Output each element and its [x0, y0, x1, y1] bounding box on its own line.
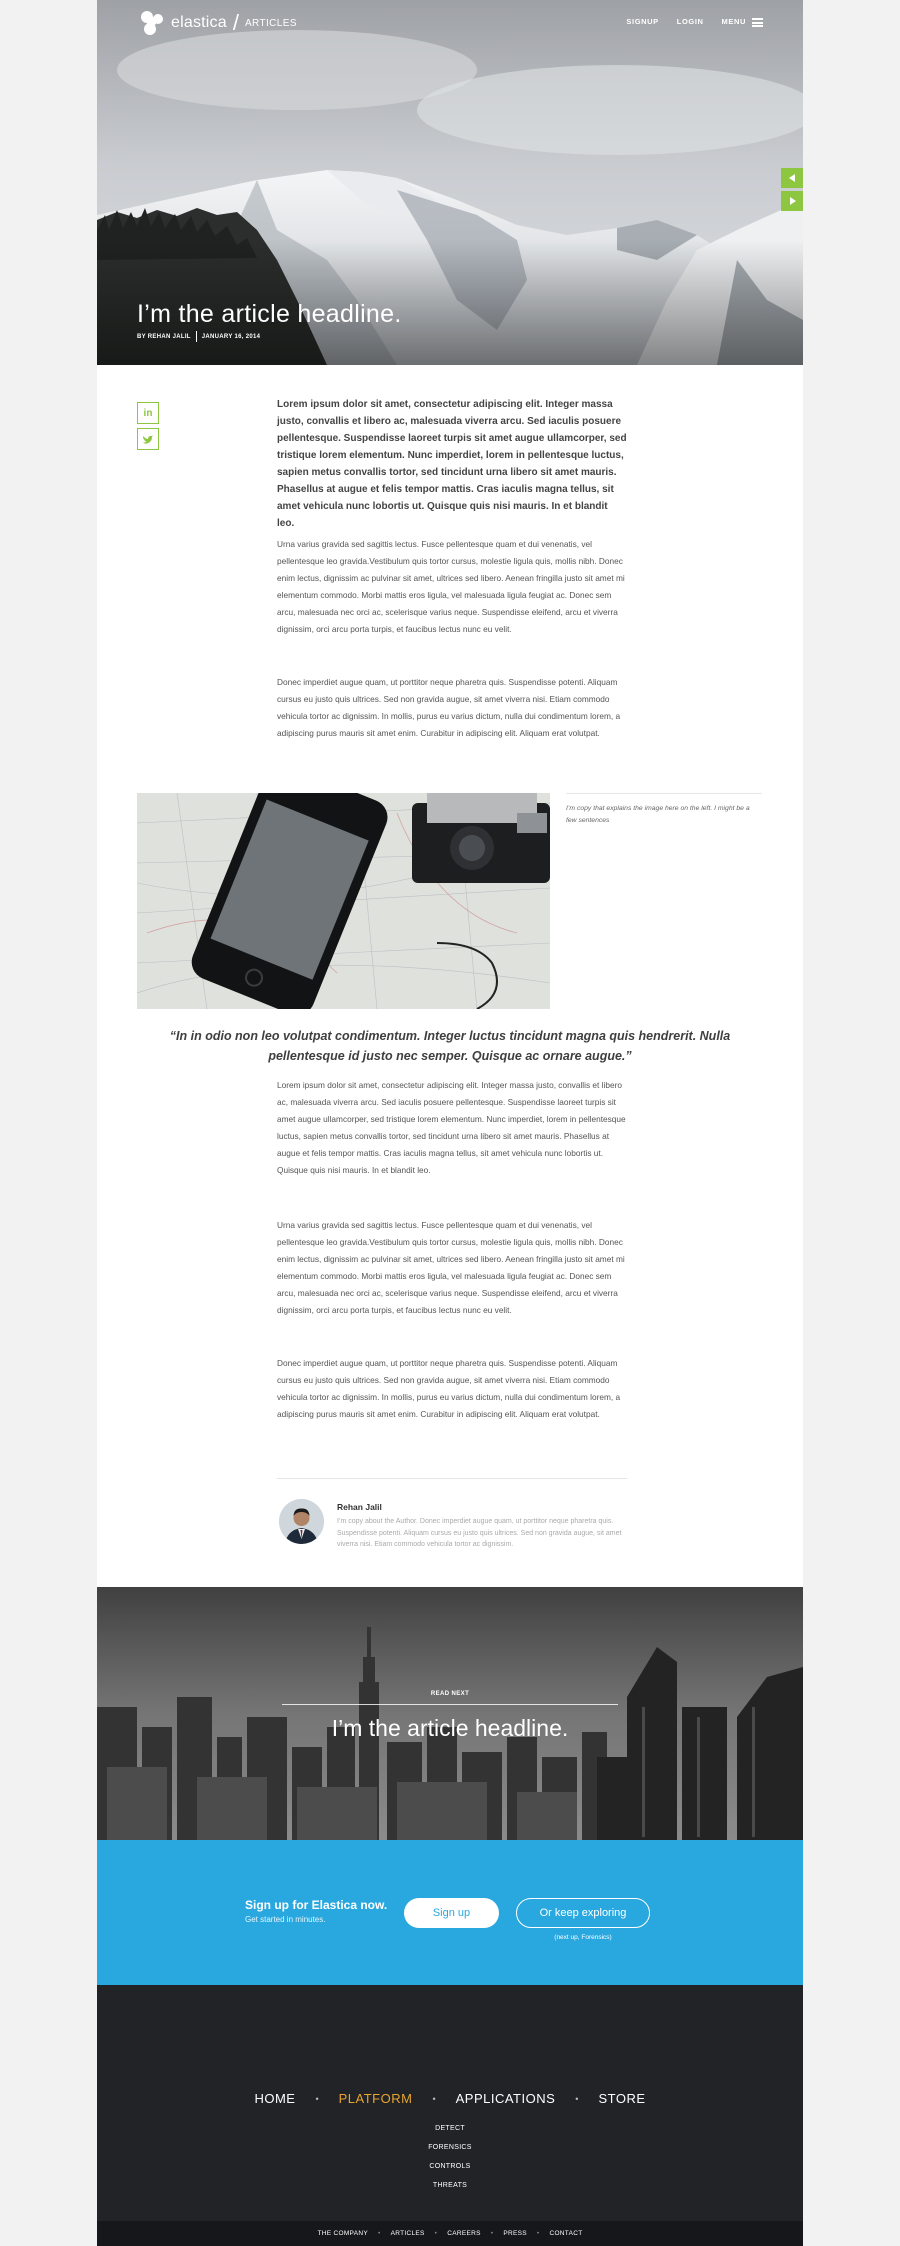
- article-lead: Lorem ipsum dolor sit amet, consectetur adipiscing elit. Integer massa justo, convallis et libero ac, malesuada viverra arcu. Sed iaculis posuere pellentesque. Suspendisse laoreet turpis sit amet augue ullamcorper, sed tristique lorem elementum. Nunc imperdiet, lorem in pellentesque luctus, sapien metus convallis tortor, sed tincidunt urna libero sit amet mauris. Phasellus at augue et felis tempor mattis. Cras iaculis magna tellus, sit amet vehicula nunc lobortis ut. Quisque quis nisi mauris. In et blandit leo.: [277, 399, 627, 529]
- top-bar: [97, 0, 803, 50]
- link-separator: •: [377, 2230, 381, 2237]
- footer-nav-platform[interactable]: PLATFORM: [338, 2091, 413, 2106]
- signup-link[interactable]: SIGNUP: [626, 17, 659, 27]
- article-paragraph: Urna varius gravida sed sagittis lectus. Fusce pellentesque quam et dui venenatis, vel pellentesque leo gravida.Vestibulum quis tortor cursus, molestie ligula quis, mollis nibh. Donec enim lectus, dignissim ac pulvinar sit amet, ultrices sed libero. Aenean fringilla justo sit amet mi elementum commodo. Morbi mattis eros ligula, vel malesuada ligula feugiat ac. Donec sem arcu, malesuada nec orci ac, scelerisque varius neque. Suspendisse eleifend, arcu et viverra dignissim, orci arcu porta turpis, et faucibus lectus nunc eu velit.: [277, 539, 625, 634]
- bottom-link-company[interactable]: THE COMPANY: [317, 2230, 368, 2237]
- author-photo: [279, 1499, 324, 1544]
- footer-subnav-controls[interactable]: CONTROLS: [429, 2163, 471, 2170]
- article-paragraph: Urna varius gravida sed sagittis lectus. Fusce pellentesque quam et dui venenatis, vel pellentesque leo gravida.Vestibulum quis tortor cursus, molestie ligula quis, mollis nibh. Donec enim lectus, dignissim ac pulvinar sit amet, ultrices sed libero. Aenean fringilla justo sit amet mi elementum commodo. Morbi mattis eros ligula, vel malesuada ligula feugiat ac. Donec sem arcu, malesuada nec orci ac, scelerisque varius neque. Suspendisse eleifend, arcu et viverra dignissim, orci arcu porta turpis, et faucibus lectus nunc eu velit.: [277, 1220, 625, 1315]
- nav-separator: •: [432, 2093, 436, 2104]
- footer: [97, 1985, 803, 2221]
- next-up-hint: (next up, Forensics): [554, 1934, 612, 1941]
- footer-subnav: [97, 2119, 803, 2195]
- read-next-label: READ NEXT: [430, 1691, 470, 1697]
- read-next-banner[interactable]: [97, 1587, 803, 1840]
- footer-subnav-forensics[interactable]: FORENSICS: [428, 2144, 472, 2151]
- pull-quote: “In in odio non leo volutpat condimentum. Integer luctus tincidunt magna quis hendrerit. Nulla pellentesque id justo nec semper. Quisque ac ornare augue.”: [169, 1029, 731, 1063]
- article-meta: [137, 331, 260, 342]
- twitter-share-button[interactable]: [137, 428, 159, 450]
- hero-banner: [97, 0, 803, 365]
- signup-banner: [97, 1840, 803, 1985]
- side-arrows: [781, 168, 803, 214]
- brand-name: elastica: [171, 14, 227, 31]
- footer-nav: [97, 2091, 803, 2106]
- link-separator: •: [490, 2230, 494, 2237]
- footer-subnav-detect[interactable]: DETECT: [435, 2125, 465, 2132]
- meta-divider: [196, 331, 197, 342]
- keep-exploring-button[interactable]: Or keep exploring: [516, 1898, 650, 1928]
- author-card: [277, 1478, 627, 1548]
- article-headline: I’m the article headline.: [137, 300, 402, 328]
- article-author: BY REHAN JALIL: [137, 333, 191, 340]
- author-name[interactable]: Rehan Jalil: [337, 1502, 382, 1512]
- nav-separator: •: [575, 2093, 579, 2104]
- signup-title: Sign up for Elastica now.: [245, 1898, 388, 1912]
- linkedin-share-button[interactable]: [137, 402, 159, 424]
- article-paragraph: Donec imperdiet augue quam, ut porttitor neque pharetra quis. Suspendisse potenti. Aliquam cursus eu justo quis ultrices. Sed non gravida augue, sit amet viverra nisi. Etiam commodo vehicula tortor ac dignissim. In mollis, purus eu varius dictum, nulla dui condimentum lorem, a adipiscing purus mauris sit amet enim. Curabitur in adipiscing elit. Aliquam erat volutpat.: [277, 1358, 621, 1419]
- top-nav: [626, 17, 763, 27]
- footer-nav-applications[interactable]: APPLICATIONS: [455, 2091, 556, 2106]
- bottom-link-contact[interactable]: CONTACT: [549, 2230, 583, 2237]
- article-paragraph: Lorem ipsum dolor sit amet, consectetur adipiscing elit. Integer massa justo, convallis et libero ac, malesuada viverra arcu. Sed iaculis posuere pellentesque. Suspendisse laoreet turpis sit amet augue ullamcorper, sed tristique lorem elementum. Nunc imperdiet, lorem in pellentesque luctus, sapien metus convallis tortor, sed tincidunt urna libero sit amet mauris. Phasellus at augue et felis tempor mattis. Cras iaculis magna tellus, sit amet vehicula nunc lobortis ut. Quisque quis nisi mauris. In et blandit leo.: [277, 1080, 626, 1175]
- elastica-logo-icon: [137, 8, 167, 38]
- nav-separator: •: [315, 2093, 319, 2104]
- logo[interactable]: [137, 8, 297, 38]
- bottom-link-careers[interactable]: CAREERS: [447, 2230, 481, 2237]
- read-next-title[interactable]: I’m the article headline.: [331, 1715, 569, 1741]
- menu-label: MENU: [721, 17, 746, 26]
- bottom-link-articles[interactable]: ARTICLES: [390, 2230, 425, 2237]
- login-link[interactable]: LOGIN: [676, 17, 704, 27]
- city-skyline-image: [97, 1587, 803, 1840]
- article-paragraph: Donec imperdiet augue quam, ut porttitor neque pharetra quis. Suspendisse potenti. Aliquam cursus eu justo quis ultrices. Sed non gravida augue, sit amet viverra nisi. Etiam commodo vehicula tortor ac dignissim. In mollis, purus eu varius dictum, nulla dui condimentum lorem, a adipiscing purus mauris sit amet enim. Curabitur in adipiscing elit. Aliquam erat volutpat.: [277, 677, 621, 738]
- phone-on-map-image: [137, 793, 550, 1009]
- logo-divider: /: [232, 10, 239, 35]
- article-date: JANUARY 16, 2014: [201, 333, 261, 340]
- avatar[interactable]: [279, 1499, 324, 1544]
- next-arrow-icon[interactable]: [781, 191, 803, 211]
- share-buttons: [137, 402, 159, 454]
- signup-button[interactable]: Sign up: [404, 1898, 499, 1928]
- link-separator: •: [536, 2230, 540, 2237]
- section-label[interactable]: ARTICLES: [244, 17, 297, 29]
- link-separator: •: [434, 2230, 438, 2237]
- image-caption: I’m copy that explains the image here on the left. I might be a few sentences: [566, 793, 762, 827]
- footer-subnav-threats[interactable]: THREATS: [432, 2182, 468, 2189]
- footer-nav-store[interactable]: STORE: [598, 2091, 646, 2106]
- signup-subtitle: Get started in minutes.: [245, 1915, 326, 1924]
- hamburger-icon: [752, 18, 763, 27]
- menu-button[interactable]: [722, 17, 763, 27]
- linkedin-icon: in: [143, 407, 153, 419]
- footer-nav-home[interactable]: HOME: [254, 2091, 296, 2106]
- bottom-link-press[interactable]: PRESS: [503, 2230, 527, 2237]
- bottom-bar: [97, 2221, 803, 2246]
- page: [97, 0, 803, 2246]
- read-next-divider: [282, 1704, 618, 1705]
- author-bio: I’m copy about the Author. Donec imperdiet augue quam, ut porttitor neque pharetra quis. Suspendisse potenti. Aliquam cursus eu justo quis ultrices. Sed non gravida augue, sit amet viverra nisi. Etiam commodo vehicula tortor ac dignissim.: [337, 1518, 622, 1548]
- twitter-icon: [143, 435, 153, 444]
- previous-arrow-icon[interactable]: [781, 168, 803, 188]
- article-image: [137, 793, 550, 1009]
